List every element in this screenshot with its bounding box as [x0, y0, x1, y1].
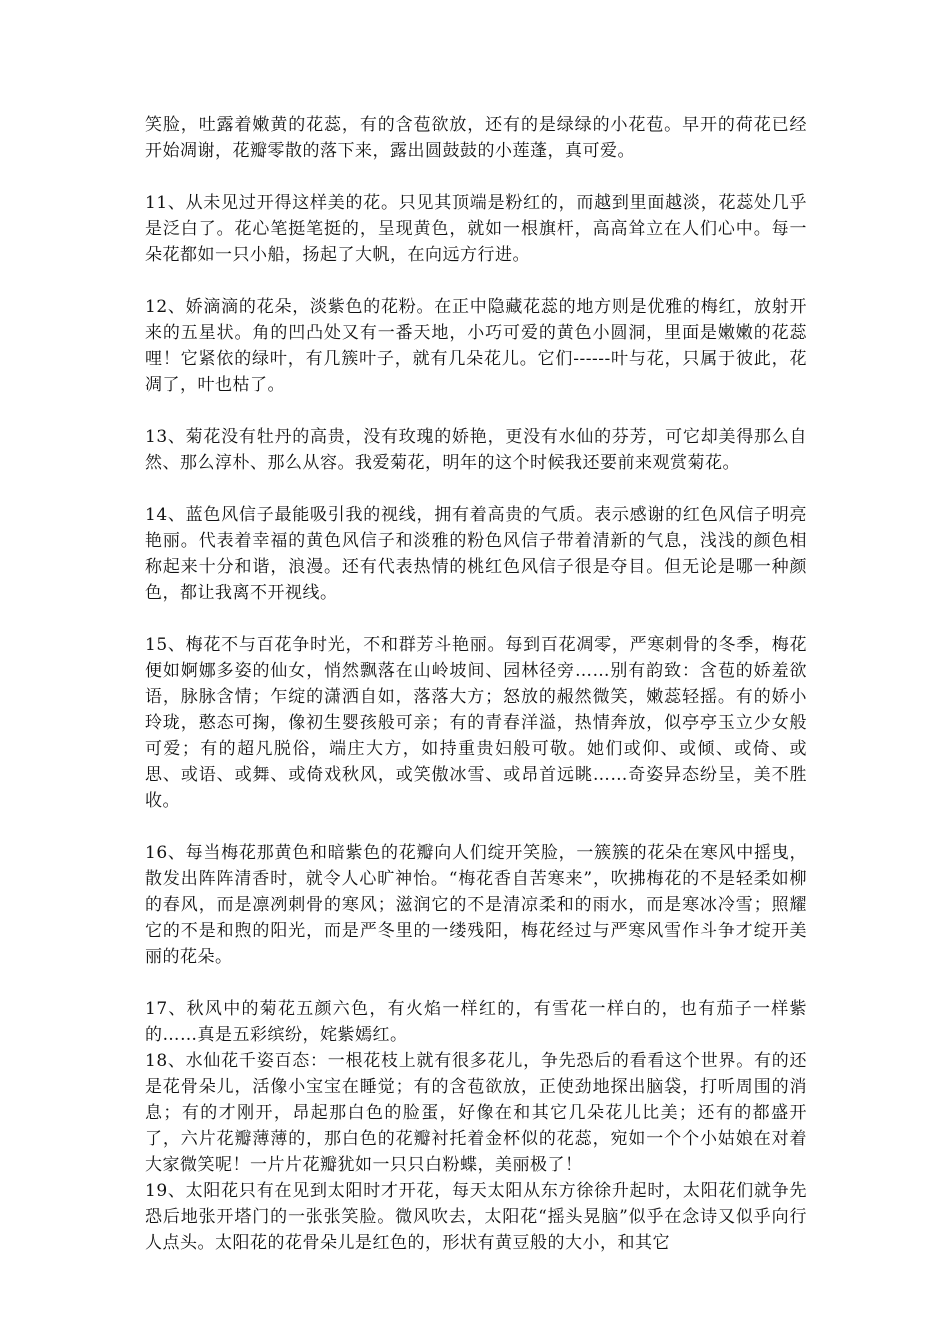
- paragraph-11: 11、从未见过开得这样美的花。只见其顶端是粉红的，而越到里面越淡，花蕊处几乎是泛白了。花心笔挺笔挺的，呈现黄色，就如一根旗杆，高高耸立在人们心中。每一朵花都如一只小船，扬起了大帆，在向远方行进。: [145, 193, 807, 265]
- paragraph-14: 14、蓝色风信子最能吸引我的视线，拥有着高贵的气质。表示感谢的红色风信子明亮艳丽。代表着幸福的黄色风信子和淡雅的粉色风信子带着清新的气息，浅浅的颜色相称起来十分和谐，浪漫。还有代表热情的桃红色风信子很是夺目。但无论是哪一种颜色，都让我离不开视线。: [145, 505, 807, 603]
- paragraph-18: 18、水仙花千姿百态：一根花枝上就有很多花儿，争先恐后的看看这个世界。有的还是花骨朵儿，活像小宝宝在睡觉；有的含苞欲放，正使劲地探出脑袋，打听周围的消息；有的才刚开，昂起那白色的脸蛋，好像在和其它几朵花儿比美；还有的都盛开了，六片花瓣薄薄的，那白色的花瓣衬托着金杯似的花蕊，宛如一个个小姑娘在对着大家微笑呢！一片片花瓣犹如一只只白粉蝶，美丽极了！: [145, 1051, 807, 1175]
- paragraph-19: 19、太阳花只有在见到太阳时才开花，每天太阳从东方徐徐升起时，太阳花们就争先恐后地张开塔门的一张张笑脸。微风吹去，太阳花“摇头晃脑”似乎在念诗又似乎向行人点头。太阳花的花骨朵儿是红色的，形状有黄豆般的大小，和其它: [145, 1181, 807, 1253]
- paragraph-12: 12、娇滴滴的花朵，淡紫色的花粉。在正中隐藏花蕊的地方则是优雅的梅红，放射开来的五星状。角的凹凸处又有一番天地，小巧可爱的黄色小圆洞，里面是嫩嫩的花蕊哩！它紧依的绿叶，有几簇叶子，就有几朵花儿。它们------叶与花，只属于彼此，花凋了，叶也枯了。: [145, 297, 807, 395]
- document-page: [145, 112, 807, 1256]
- paragraph-13: 13、菊花没有牡丹的高贵，没有玫瑰的娇艳，更没有水仙的芬芳，可它却美得那么自然、那么淳朴、那么从容。我爱菊花，明年的这个时候我还要前来观赏菊花。: [145, 427, 807, 473]
- paragraph-17: 17、秋风中的菊花五颜六色，有火焰一样红的，有雪花一样白的，也有茄子一样紫的……真是五彩缤纷，姹紫嫣红。: [145, 999, 807, 1045]
- paragraph-15: 15、梅花不与百花争时光，不和群芳斗艳丽。每到百花凋零，严寒刺骨的冬季，梅花便如婀娜多姿的仙女，悄然飘落在山岭坡间、园林径旁……别有韵致：含苞的娇羞欲语，脉脉含情；乍绽的潇洒自如，落落大方；怒放的赧然微笑，嫩蕊轻摇。有的娇小玲珑，憨态可掬，像初生婴孩般可亲；有的青春洋溢，热情奔放，似亭亭玉立少女般可爱；有的超凡脱俗，端庄大方，如持重贵妇般可敬。她们或仰、或倾、或倚、或思、或语、或舞、或倚戏秋风，或笑傲冰雪、或昂首远眺……奇姿异态纷呈，美不胜收。: [145, 635, 807, 811]
- paragraph-16: 16、每当梅花那黄色和暗紫色的花瓣向人们绽开笑脸，一簇簇的花朵在寒风中摇曳，散发出阵阵清香时，就令人心旷神怡。“梅花香自苦寒来”，吹拂梅花的不是轻柔如柳的春风，而是凛冽刺骨的寒风；滋润它的不是清凉柔和的雨水，而是寒冰冷雪；照耀它的不是和煦的阳光，而是严冬里的一缕残阳，梅花经过与严寒风雪作斗争才绽开美丽的花朵。: [145, 843, 807, 967]
- paragraph-intro-continued: 笑脸，吐露着嫩黄的花蕊，有的含苞欲放，还有的是绿绿的小花苞。早开的荷花已经开始凋谢，花瓣零散的落下来，露出圆鼓鼓的小莲蓬，真可爱。: [145, 115, 807, 161]
